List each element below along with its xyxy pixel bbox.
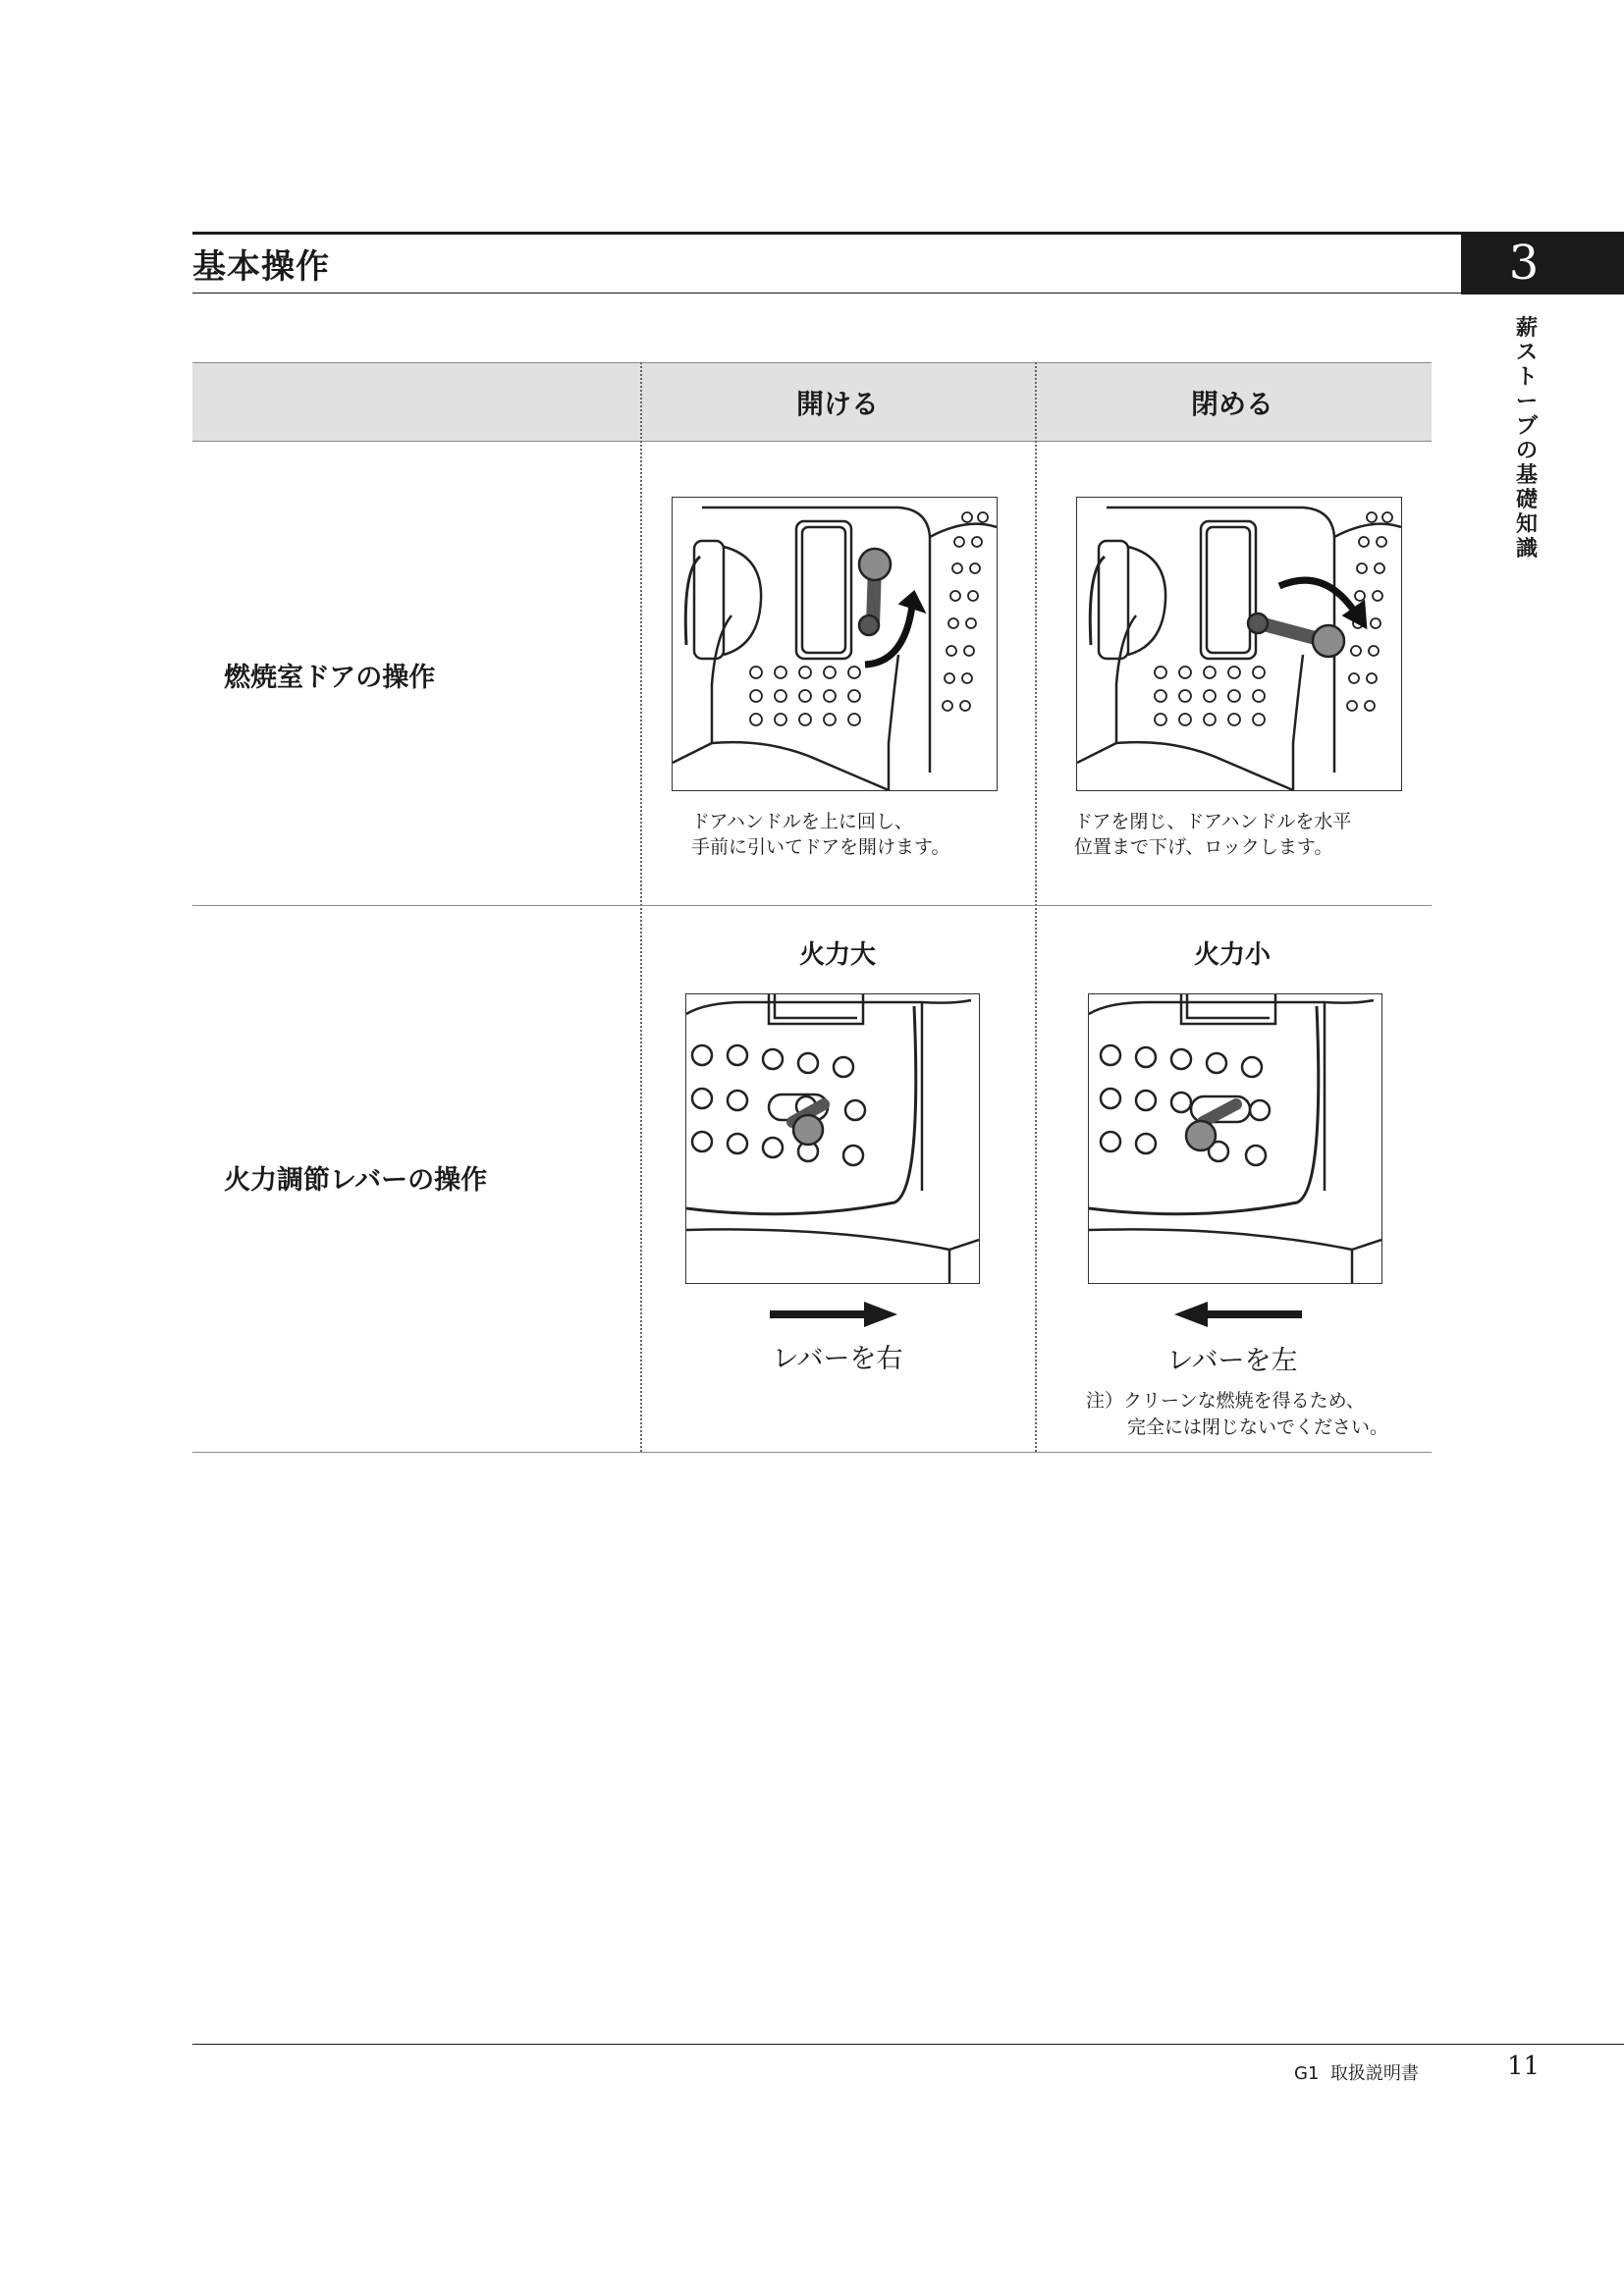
row-label-door: 燃焼室ドアの操作 — [224, 663, 436, 693]
row-label-air-lever: 火力調節レバーの操作 — [224, 1165, 488, 1196]
header-bottom-rule — [192, 293, 1461, 294]
header-top-rule — [192, 232, 1461, 235]
arrow-right-icon — [770, 1302, 897, 1327]
air-lever-right-icon — [685, 993, 980, 1284]
lever-right-label: レバーを右 — [772, 1344, 903, 1374]
low-heat-label: 火力小 — [1193, 940, 1271, 970]
open-door-caption-line2: 手前に引いてドアを開けます。 — [691, 836, 950, 858]
chapter-side-caption: 薪ストーブの基礎知識 — [1515, 315, 1538, 561]
footer-doc-title: G1 取扱説明書 — [1294, 2063, 1419, 2084]
air-lever-left-icon — [1088, 993, 1382, 1284]
stove-door-handle-horizontal-icon — [1076, 497, 1402, 791]
section-title: 基本操作 — [192, 247, 330, 287]
footer-rule — [192, 2044, 1624, 2045]
column-divider — [640, 362, 642, 1452]
close-door-caption-line2: 位置まで下げ、ロックします。 — [1074, 836, 1333, 858]
stove-door-handle-up-icon — [672, 497, 998, 791]
chapter-number: 3 — [1508, 236, 1540, 291]
high-heat-label: 火力大 — [798, 940, 876, 970]
arrow-left-icon — [1174, 1302, 1302, 1327]
lever-left-label: レバーを左 — [1166, 1346, 1298, 1376]
open-door-caption-line1: ドアハンドルを上に回し、 — [691, 811, 913, 832]
column-divider — [1035, 362, 1037, 1452]
note-line1: 注）クリーンな燃焼を得るため、 — [1086, 1390, 1365, 1412]
column-header-open: 開ける — [795, 388, 879, 420]
table-bottom-rule — [192, 1452, 1432, 1453]
row-divider — [192, 905, 1432, 906]
column-header-close: 閉める — [1190, 388, 1273, 420]
page-number: 11 — [1507, 2052, 1541, 2081]
close-door-caption-line1: ドアを閉じ、ドアハンドルを水平 — [1074, 811, 1352, 832]
note-line2: 完全には閉じないでください。 — [1127, 1416, 1389, 1438]
